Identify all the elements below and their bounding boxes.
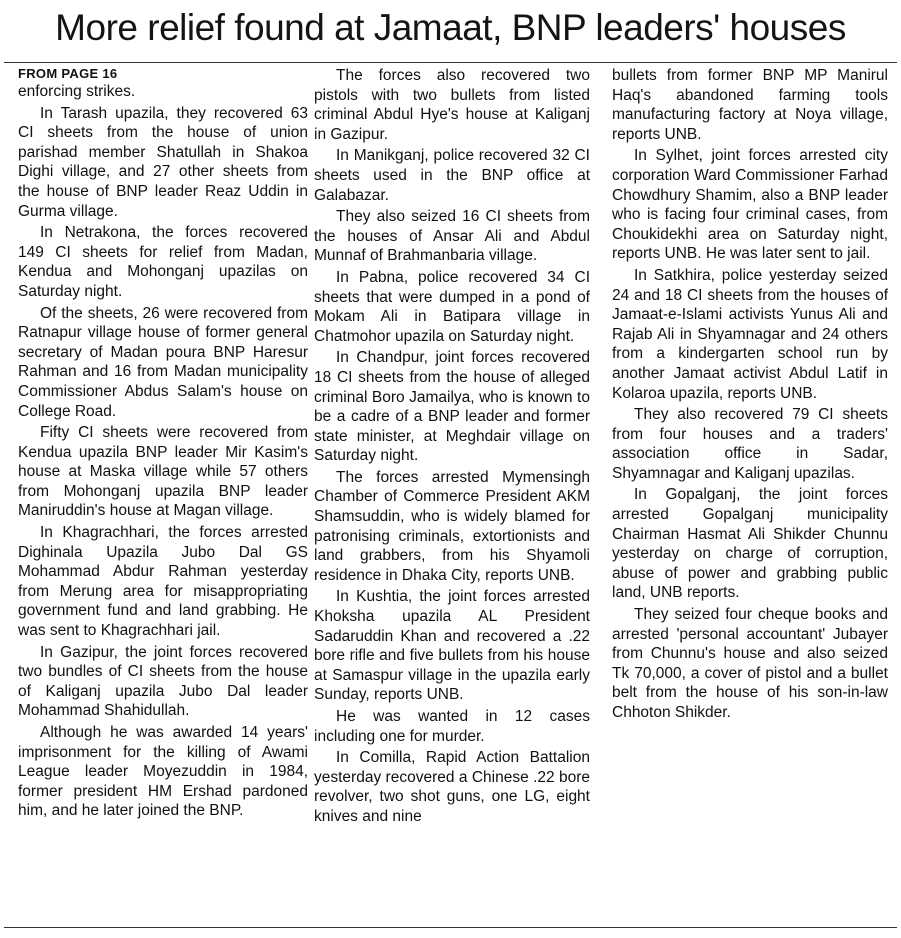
continuation-kicker: FROM PAGE 16 [18,66,118,81]
paragraph: They seized four cheque books and arrested 'personal accountant' Jubayer from Chunnu's house and also seized Tk 70,000, a cover of pistol and a bullet belt from the house of his son-in-law Chhoton Shikder. [612,606,888,721]
paragraph: In Manikganj, police recovered 32 CI sheets used in the BNP office at Galabazar. [314,147,590,204]
paragraph: In Tarash upazila, they recovered 63 CI sheets from the house of union parishad member Shatullah in Shakoa Dighi village, and 27 other sheets from the house of BNP leader Reaz Uddin in Gurma village. [18,104,308,220]
article-column-1 [18,66,308,926]
headline-rule [4,62,897,63]
paragraph: He was wanted in 12 cases including one for murder. [314,708,590,745]
paragraph: In Gazipur, the joint forces recovered two bundles of CI sheets from the house of Kaliganj upazila Jubo Dal leader Mohammad Shahidullah. [18,643,308,720]
paragraph: In Khagrachhari, the forces arrested Dighinala Upazila Jubo Dal GS Mohammad Abdur Rahman yesterday from Merung area for misappropriating government fund and land grabbing. He was sent to Khagrachhari jail. [18,524,308,640]
paragraph: Of the sheets, 26 were recovered from Ratnapur village house of former general secretary of Madan poura BNP Haresur Rahman and 16 from Madan municipality Commissioner Abdus Salam's house on College Road. [18,304,308,420]
paragraph: In Netrakona, the forces recovered 149 CI sheets for relief from Madan, Kendua and Mohonganj upazilas on Saturday night. [18,224,308,300]
paragraph: In Pabna, police recovered 34 CI sheets that were dumped in a pond of Mokam Ali in Batipara village in Chatmohor upazila on Saturday night. [314,268,590,345]
paragraph: The forces arrested Mymensingh Chamber of Commerce President AKM Shamsuddin, who is widely blamed for patronising criminals, extortionists and land grabbers, from his Shyamoli residence in Dhaka City, reports UNB. [314,468,590,584]
paragraph: In Sylhet, joint forces arrested city corporation Ward Commissioner Farhad Chowdhury Shamim, also a BNP leader who is facing four criminal cases, from Choukidekhi area on Saturday night, reports UNB. He was later sent to jail. [612,147,888,263]
paragraph: They also seized 16 CI sheets from the houses of Ansar Ali and Abdul Munnaf of Brahmanbaria village. [314,208,590,265]
paragraph: In Comilla, Rapid Action Battalion yesterday recovered a Chinese .22 bore revolver, two shot guns, one LG, eight knives and nine [314,749,590,825]
paragraph: They also recovered 79 CI sheets from four houses and a traders' association office in Sadar, Shyamnagar and Kaliganj upazilas. [612,406,888,482]
paragraph: Although he was awarded 14 years' imprisonment for the killing of Awami League leader Moyezuddin in 1984, former president HM Ershad pardoned him, and he later joined the BNP. [18,724,308,820]
paragraph: Fifty CI sheets were recovered from Kendua upazila BNP leader Mir Kasim's house at Maska village while 57 others from Mohonganj upazila BNP leader Maniruddin's house at Magan village. [18,424,308,520]
paragraph: enforcing strikes. [18,83,136,100]
headline: More relief found at Jamaat, BNP leaders' houses [55,7,846,48]
paragraph: bullets from former BNP MP Manirul Haq's abandoned farming tools manufacturing factory at Noya village, reports UNB. [612,67,888,143]
paragraph: In Chandpur, joint forces recovered 18 CI sheets from the house of alleged criminal Boro Jamailya, who is known to be a cadre of a BNP leader and former state minister, at Meghdair village on Saturday night. [314,349,590,465]
paragraph: The forces also recovered two pistols with two bullets from listed criminal Abdul Hye's house at Kaliganj in Gazipur. [314,67,590,143]
paragraph: In Kushtia, the joint forces arrested Khoksha upazila AL President Sadaruddin Khan and recovered a .22 bore rifle and five bullets from his house at Samaspur village in the upazila early Sunday, reports UNB. [314,588,590,704]
paragraph: In Gopalganj, the joint forces arrested Gopalganj municipality Chairman Hasmat Ali Shikder Chunnu yesterday on charge of corruption, abuse of power and grabbing public land, UNB reports. [612,486,888,602]
paragraph: In Satkhira, police yesterday seized 24 and 18 CI sheets from the houses of Jamaat-e-Islami activists Yunus Ali and Rajab Ali in Shyamnagar and 24 others from a kindergarten school run by another Jamaat activist Abdul Latif in Kolaroa upazila, reports UNB. [612,266,888,402]
article-column-3 [612,66,888,926]
article-column-2 [314,66,590,926]
bottom-rule [4,927,897,928]
